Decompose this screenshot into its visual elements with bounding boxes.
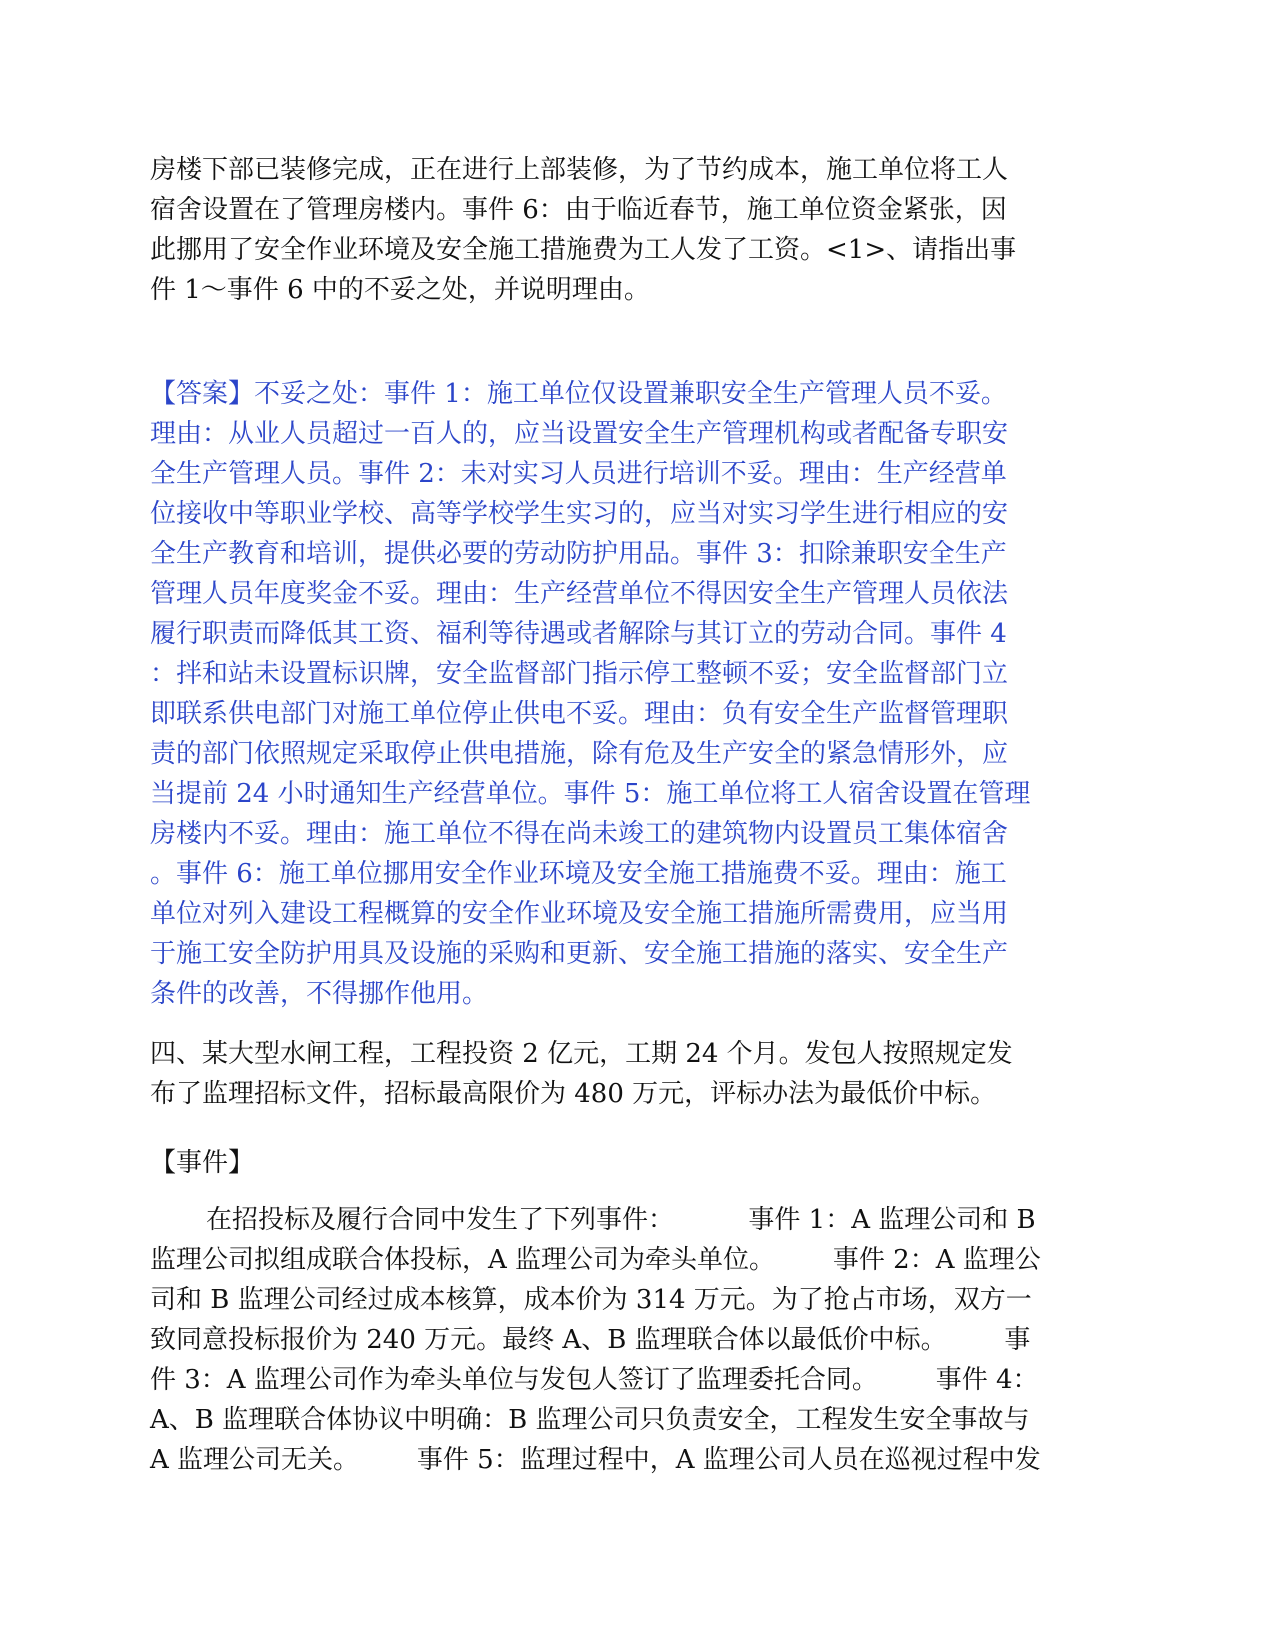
text-line: 房楼内不妥。理由：施工单位不得在尚未竣工的建筑物内设置员工集体宿舍 bbox=[150, 819, 1009, 849]
text-line: 管理人员年度奖金不妥。理由：生产经营单位不得因安全生产管理人员依法 bbox=[150, 579, 1009, 609]
text-line: A 监理公司无关。 事件 5：监理过程中，A 监理公司人员在巡视过程中发 bbox=[150, 1445, 1041, 1475]
text-line: 全生产管理人员。事件 2：未对实习人员进行培训不妥。理由：生产经营单 bbox=[150, 459, 1007, 489]
text-line: 监理公司拟组成联合体投标，A 监理公司为牵头单位。 事件 2：A 监理公 bbox=[150, 1245, 1041, 1275]
text-line: 履行职责而降低其工资、福利等待遇或者解除与其订立的劳动合同。事件 4 bbox=[150, 619, 1007, 649]
text-line: 于施工安全防护用具及设施的采购和更新、安全施工措施的落实、安全生产 bbox=[150, 939, 1009, 969]
answer-label: 【答案】 bbox=[150, 379, 255, 409]
text-line: 件 3：A 监理公司作为牵头单位与发包人签订了监理委托合同。 事件 4： bbox=[150, 1365, 1039, 1395]
text-line: 宿舍设置在了管理房楼内。事件 6：由于临近春节，施工单位资金紧张，因 bbox=[150, 195, 1007, 225]
text-line: 条件的改善，不得挪作他用。 bbox=[150, 979, 489, 1009]
text-line: 布了监理招标文件，招标最高限价为 480 万元，评标办法为最低价中标。 bbox=[150, 1079, 997, 1109]
section-heading: 【事件】 bbox=[150, 1148, 255, 1178]
question-4-paragraph bbox=[150, 1034, 1125, 1114]
text-line: 责的部门依照规定采取停止供电措施，除有危及生产安全的紧急情形外，应 bbox=[150, 739, 1009, 769]
text-line: 。事件 6：施工单位挪用安全作业环境及安全施工措施费不妥。理由：施工 bbox=[150, 859, 1007, 889]
answer-first-line bbox=[150, 374, 1125, 414]
text-line: A、B 监理联合体协议中明确：B 监理公司只负责安全，工程发生安全事故与 bbox=[150, 1405, 1030, 1435]
text-line: 在招投标及履行合同中发生了下列事件： 事件 1：A 监理公司和 B bbox=[206, 1205, 1036, 1235]
text-line: 此挪用了安全作业环境及安全施工措施费为工人发了工资。<1>、请指出事 bbox=[150, 235, 1017, 265]
text-line: 司和 B 监理公司经过成本核算，成本价为 314 万元。为了抢占市场，双方一 bbox=[150, 1285, 1032, 1315]
text-line: 理由：从业人员超过一百人的，应当设置安全生产管理机构或者配备专职安 bbox=[150, 419, 1009, 449]
text-line: 单位对列入建设工程概算的安全作业环境及安全施工措施所需费用，应当用 bbox=[150, 899, 1009, 929]
answer-text: 不妥之处：事件 1：施工单位仅设置兼职安全生产管理人员不妥。 bbox=[254, 379, 1007, 409]
section-heading-block bbox=[150, 1143, 1125, 1183]
answer-paragraph bbox=[150, 374, 1125, 1014]
text-line: 当提前 24 小时通知生产经营单位。事件 5：施工单位将工人宿舍设置在管理 bbox=[150, 779, 1031, 809]
text-line: 全生产教育和培训，提供必要的劳动防护用品。事件 3：扣除兼职安全生产 bbox=[150, 539, 1007, 569]
text-line: 房楼下部已装修完成，正在进行上部装修，为了节约成本，施工单位将工人 bbox=[150, 155, 1009, 185]
text-line: 致同意投标报价为 240 万元。最终 A、B 监理联合体以最低价中标。 事 bbox=[150, 1325, 1031, 1355]
intro-paragraph bbox=[150, 150, 1125, 310]
text-line: 即联系供电部门对施工单位停止供电不妥。理由：负有安全生产监督管理职 bbox=[150, 699, 1009, 729]
events-paragraph bbox=[150, 1200, 1125, 1480]
text-line: ：拌和站未设置标识牌，安全监督部门指示停工整顿不妥；安全监督部门立 bbox=[150, 659, 1009, 689]
text-line: 件 1～事件 6 中的不妥之处，并说明理由。 bbox=[150, 275, 650, 305]
text-line: 四、某大型水闸工程，工程投资 2 亿元，工期 24 个月。发包人按照规定发 bbox=[150, 1039, 1013, 1069]
text-line: 位接收中等职业学校、高等学校学生实习的，应当对实习学生进行相应的安 bbox=[150, 499, 1009, 529]
